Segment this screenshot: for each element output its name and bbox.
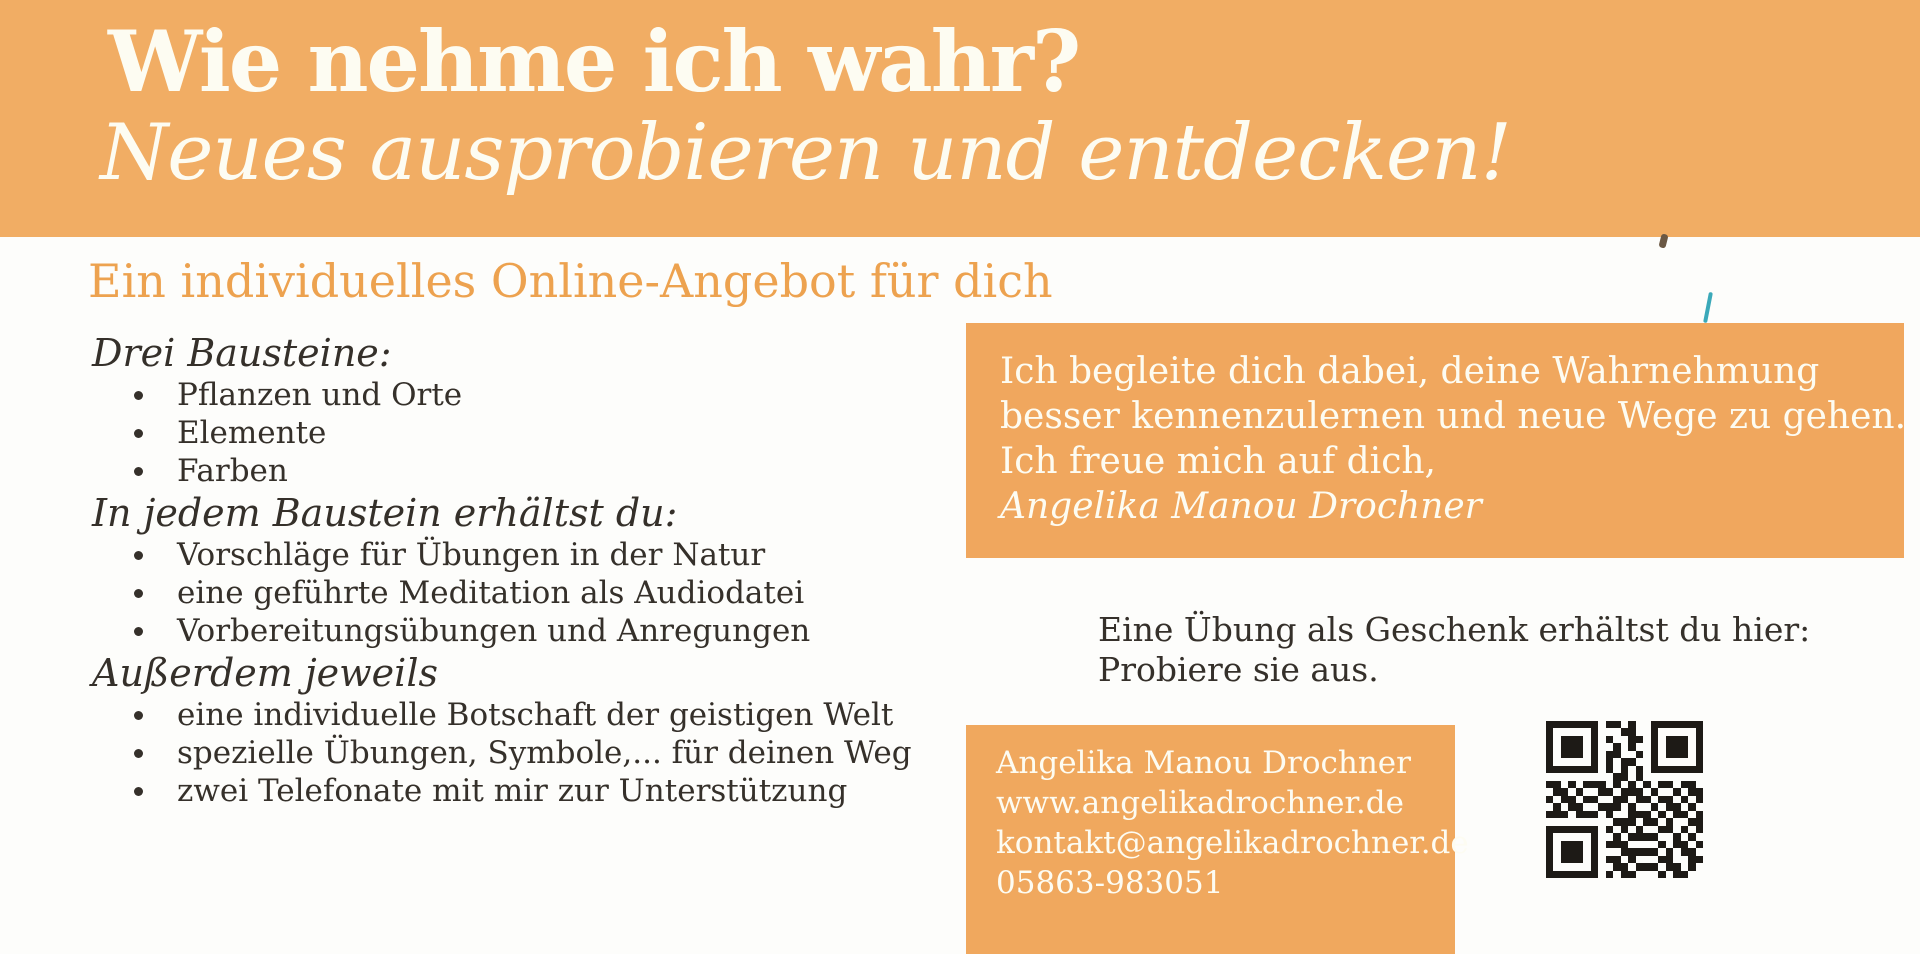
intro-text-line: Ich freue mich auf dich, <box>1000 441 1436 482</box>
list-item <box>92 376 932 414</box>
list-item-label: Pflanzen und Orte <box>177 377 463 413</box>
list-item-label: spezielle Übungen, Symbole,... für deinen Weg <box>177 735 912 771</box>
list-item-label: Elemente <box>177 415 327 451</box>
qr-code-icon <box>1546 721 1703 878</box>
list-item <box>92 414 932 452</box>
pen-mark <box>1703 292 1713 323</box>
bullet-icon <box>134 787 143 796</box>
gift-note <box>1098 610 1810 690</box>
page-title: Wie nehme ich wahr? <box>108 12 1080 111</box>
section-heading: Ein individuelles Online-Angebot für dich <box>88 254 1053 308</box>
list-item <box>92 536 932 574</box>
contact-email: kontakt@angelikadrochner.de <box>996 825 1469 861</box>
list-item-label: Vorschläge für Übungen in der Natur <box>177 537 766 573</box>
list-item-label: eine individuelle Botschaft der geistigen Welt <box>177 697 894 733</box>
list-item <box>92 574 932 612</box>
contact-website: www.angelikadrochner.de <box>996 785 1404 821</box>
offer-details <box>92 330 932 810</box>
list-item <box>92 772 932 810</box>
list-item <box>92 696 932 734</box>
contact-name: Angelika Manou Drochner <box>996 745 1411 781</box>
intro-text-line: besser kennenzulernen und neue Wege zu gehen. <box>1000 396 1907 437</box>
contact-box <box>966 725 1469 954</box>
list-heading-ausserdem: Außerdem jeweils <box>92 651 438 695</box>
signature: Angelika Manou Drochner <box>1000 486 1482 527</box>
list-item-label: zwei Telefonate mit mir zur Unterstützung <box>177 773 848 809</box>
intro-box <box>966 323 1907 558</box>
bullet-icon <box>134 391 143 400</box>
intro-text-line: Ich begleite dich dabei, deine Wahrnehmung <box>1000 351 1820 392</box>
list-item <box>92 612 932 650</box>
gift-note-line: Eine Übung als Geschenk erhältst du hier: <box>1098 610 1811 649</box>
bullet-icon <box>134 749 143 758</box>
bullet-icon <box>134 429 143 438</box>
bullet-icon <box>134 711 143 720</box>
bullet-icon <box>134 467 143 476</box>
gift-note-line: Probiere sie aus. <box>1098 650 1379 689</box>
list-heading-baustein-inhalt: In jedem Baustein erhältst du: <box>92 491 678 535</box>
page-subtitle: Neues ausprobieren und entdecken! <box>100 108 1511 198</box>
list-item <box>92 452 932 490</box>
list-item-label: Vorbereitungsübungen und Anregungen <box>177 613 811 649</box>
bullet-icon <box>134 627 143 636</box>
header-banner <box>0 0 1920 237</box>
list-item <box>92 734 932 772</box>
bullet-icon <box>134 551 143 560</box>
bullet-icon <box>134 589 143 598</box>
contact-phone: 05863-983051 <box>996 865 1224 901</box>
list-heading-bausteine: Drei Bausteine: <box>92 331 392 375</box>
list-item-label: Farben <box>177 453 288 489</box>
list-item-label: eine geführte Meditation als Audiodatei <box>177 575 805 611</box>
